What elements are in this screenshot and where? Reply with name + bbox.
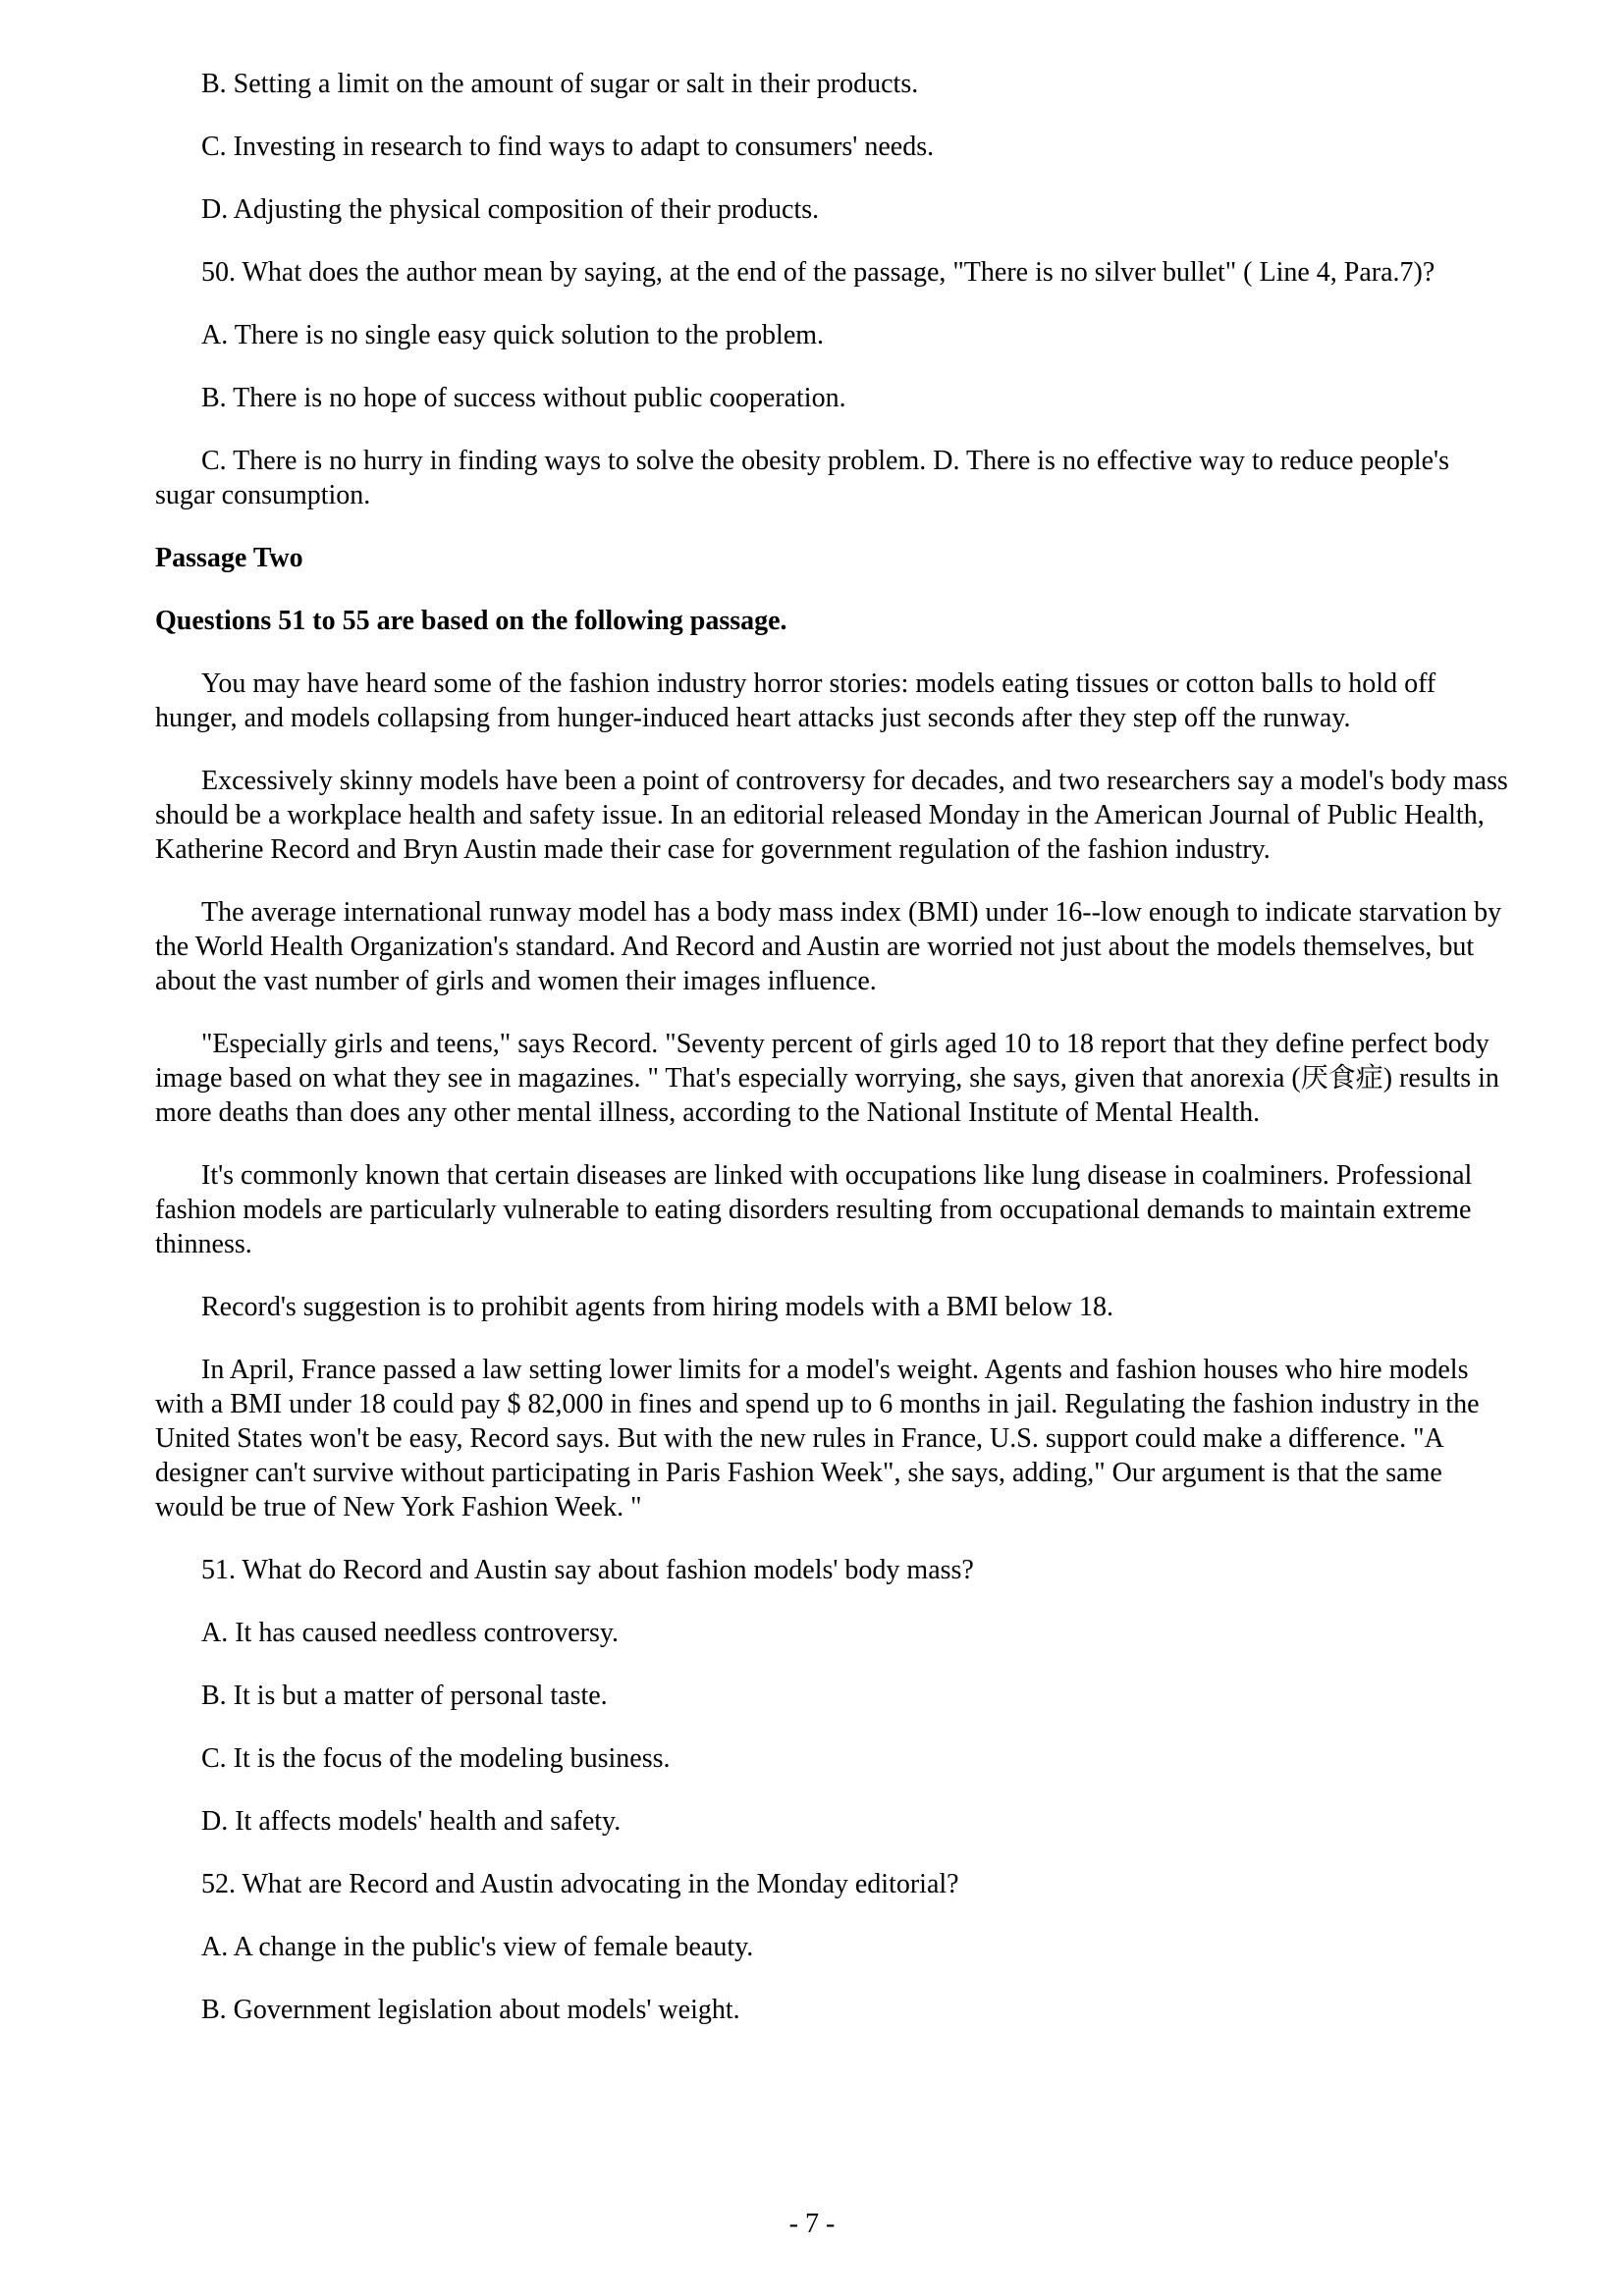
passage-para-4: "Especially girls and teens," says Record. "Seventy percent of girls aged 10 to 18 report that they define perfect body image based on what they see in magazines. " That's especially worrying, she says, given that anorexia (厌食症) results in more deaths than does any other mental illness, according to the National Institute of Mental Health. (155, 1029, 1499, 1128)
questions-51-55-heading: Questions 51 to 55 are based on the following passage. (155, 606, 787, 636)
document-content (155, 67, 1508, 2056)
option-b-q52: B. Government legislation about models' weight. (201, 1995, 740, 2025)
option-a-q52: A. A change in the public's view of female beauty. (201, 1932, 754, 1962)
passage-para-1: You may have heard some of the fashion industry horror stories: models eating tissues or cotton balls to hold off hunger, and models collapsing from hunger-induced heart attacks just seconds after they step off the runway. (155, 668, 1436, 733)
option-b-q50: B. There is no hope of success without public cooperation. (201, 383, 846, 413)
passage-para-5: It's commonly known that certain diseases are linked with occupations like lung disease in coalminers. Professional fashion models are particularly vulnerable to eating disorders resulting from occupational demands to maintain extreme thinness. (155, 1160, 1473, 1259)
option-a-q51: A. It has caused needless controversy. (201, 1618, 620, 1648)
question-52: 52. What are Record and Austin advocating in the Monday editorial? (201, 1869, 959, 1899)
passage-para-2: Excessively skinny models have been a point of controversy for decades, and two researchers say a model's body mass should be a workplace health and safety issue. In an editorial released Monday in the American Journal of Public Health, Katherine Record and Bryn Austin made their case for government regulation of the fashion industry. (155, 766, 1508, 865)
option-cd-q50: C. There is no hurry in finding ways to solve the obesity problem. D. There is no effective way to reduce people's sugar consumption. (155, 446, 1449, 510)
page-number: - 7 - (788, 2209, 836, 2239)
option-d-prev-question: D. Adjusting the physical composition of their products. (201, 194, 820, 225)
option-c-q51: C. It is the focus of the modeling business. (201, 1743, 671, 1774)
question-50: 50. What does the author mean by saying, at the end of the passage, "There is no silver bullet" ( Line 4, Para.7)? (201, 257, 1435, 288)
passage-two-heading: Passage Two (155, 543, 303, 573)
passage-para-6: Record's suggestion is to prohibit agents from hiring models with a BMI below 18. (201, 1292, 1113, 1322)
option-d-q51: D. It affects models' health and safety. (201, 1806, 622, 1837)
option-c-prev-question: C. Investing in research to find ways to adapt to consumers' needs. (201, 132, 935, 162)
option-b-prev-question: B. Setting a limit on the amount of sugar or salt in their products. (201, 69, 919, 99)
passage-para-7: In April, France passed a law setting lower limits for a model's weight. Agents and fashion houses who hire models with a BMI under 18 could pay $ 82,000 in fines and spend up to 6 months in jail. Regulating the fashion industry in the United States won't be easy, Record says. But with the new rules in France, U.S. support could make a difference. "A designer can't survive without participating in Paris Fashion Week", she says, adding," Our argument is that the same would be true of New York Fashion Week. " (155, 1355, 1480, 1522)
question-51: 51. What do Record and Austin say about fashion models' body mass? (201, 1555, 974, 1585)
option-b-q51: B. It is but a matter of personal taste. (201, 1681, 608, 1711)
passage-para-3: The average international runway model has a body mass index (BMI) under 16--low enough to indicate starvation by the World Health Organization's standard. And Record and Austin are worried not just about the models themselves, but about the vast number of girls and women their images influence. (155, 897, 1502, 996)
option-a-q50: A. There is no single easy quick solution to the problem. (201, 320, 825, 350)
